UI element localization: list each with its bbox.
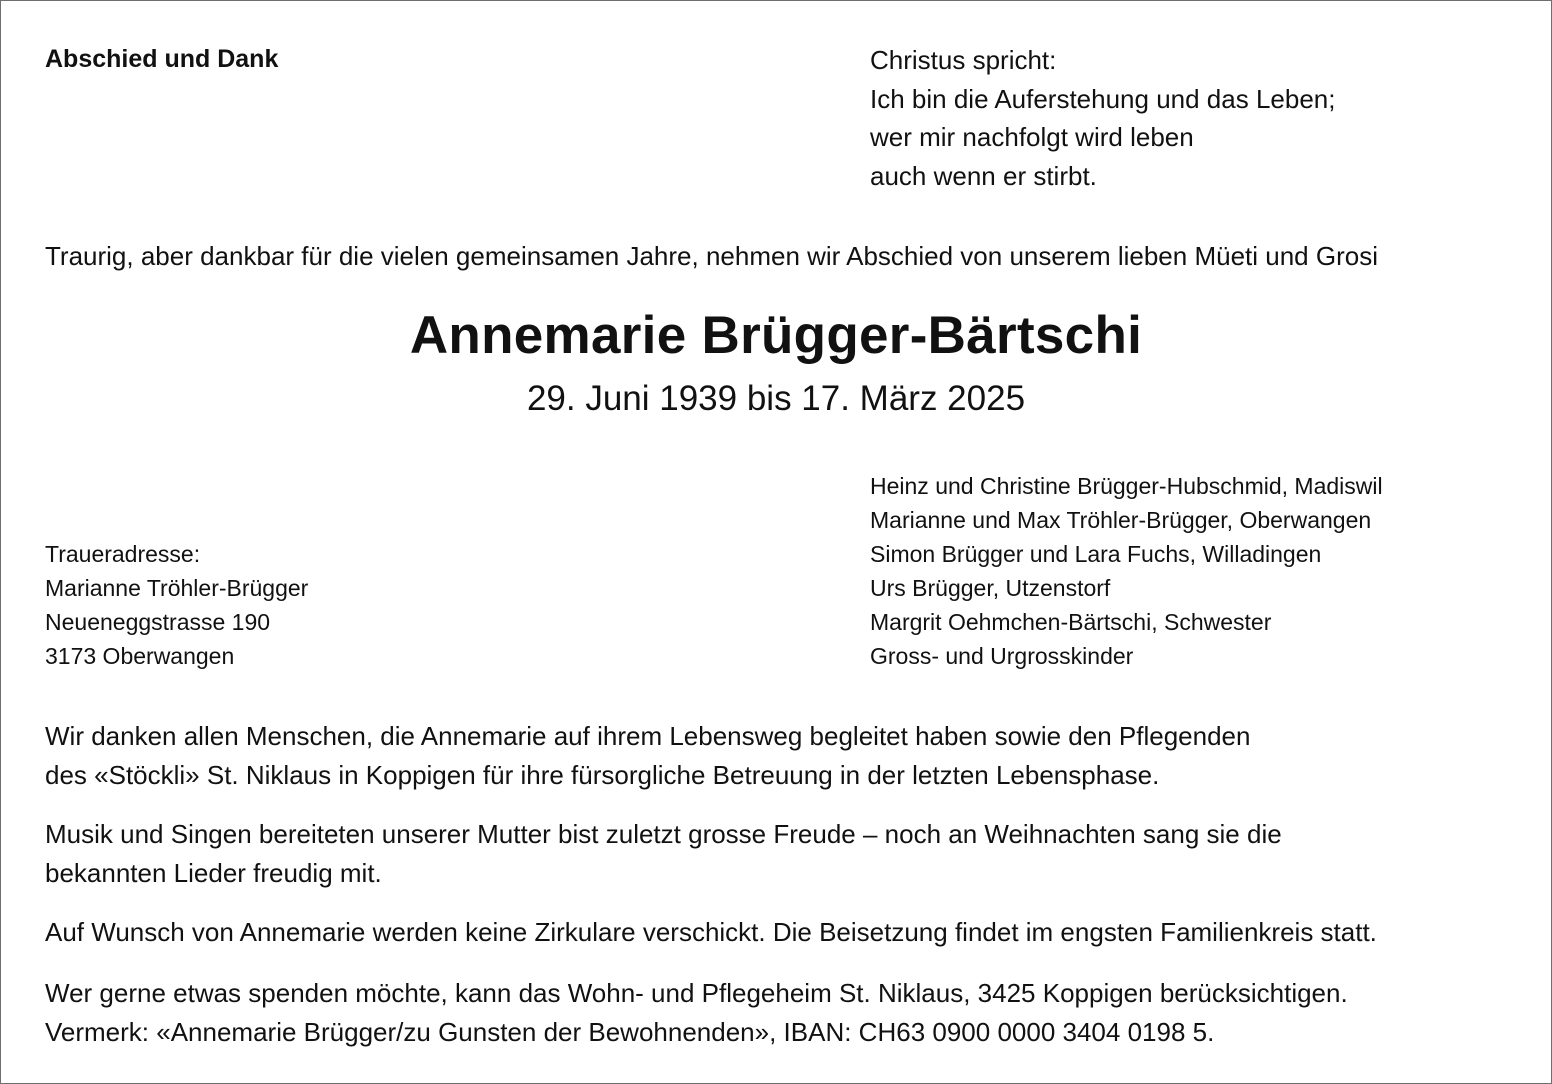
address-street: Neueneggstrasse 190 (45, 609, 271, 635)
donation-paragraph (45, 974, 1348, 1051)
verse-line: Christus spricht: (870, 45, 1057, 75)
verse-line: Ich bin die Auferstehung und das Leben; (870, 83, 1336, 114)
bible-verse (870, 41, 1335, 195)
paragraph-line: bekannten Lieder freudig mit. (45, 857, 382, 888)
family-member: Urs Brügger, Utzenstorf (870, 575, 1111, 601)
address-name: Marianne Tröhler-Brügger (45, 575, 309, 601)
verse-line: wer mir nachfolgt wird leben (870, 122, 1194, 152)
paragraph-line: Vermerk: «Annemarie Brügger/zu Gunsten der Bewohnenden», IBAN: CH63 0900 0000 3404 0198 5. (45, 1016, 1215, 1047)
life-dates: 29. Juni 1939 bis 17. März 2025 (526, 379, 1026, 418)
paragraph-line: Musik und Singen bereiteten unserer Mutter bist zuletzt grosse Freude – noch an Weihnachten sang sie die (45, 819, 1282, 849)
paragraph-line: Wer gerne etwas spenden möchte, kann das Wohn- und Pflegeheim St. Niklaus, 3425 Koppigen berücksichtigen. (45, 978, 1348, 1008)
thanks-paragraph (45, 717, 1250, 794)
deceased-name: Annemarie Brügger-Bärtschi (409, 306, 1143, 365)
notice-heading: Abschied und Dank (45, 45, 279, 73)
verse-line: auch wenn er stirbt. (870, 160, 1097, 191)
wish-paragraph (45, 913, 1377, 952)
family-member: Gross- und Urgrosskinder (870, 643, 1134, 669)
mourning-address (45, 537, 308, 673)
family-list (870, 469, 1383, 673)
music-paragraph (45, 815, 1282, 892)
family-member: Margrit Oehmchen-Bärtschi, Schwester (870, 609, 1272, 635)
address-label: Traueradresse: (45, 541, 201, 567)
paragraph-line: des «Stöckli» St. Niklaus in Koppigen für ihre fürsorgliche Betreuung in der letzten Lebensphase. (45, 759, 1160, 790)
family-member: Heinz und Christine Brügger-Hubschmid, Madiswil (870, 473, 1383, 499)
address-city: 3173 Oberwangen (45, 643, 235, 669)
paragraph-line: Wir danken allen Menschen, die Annemarie auf ihrem Lebensweg begleitet haben sowie den Pflegenden (45, 721, 1251, 751)
paragraph-line: Auf Wunsch von Annemarie werden keine Zirkulare verschickt. Die Beisetzung findet im engsten Familienkreis statt. (45, 917, 1377, 947)
intro-text: Traurig, aber dankbar für die vielen gemeinsamen Jahre, nehmen wir Abschied von unserem lieben Müeti und Grosi (45, 241, 1378, 271)
family-member: Simon Brügger und Lara Fuchs, Willadingen (870, 541, 1322, 567)
family-member: Marianne und Max Tröhler-Brügger, Oberwangen (870, 507, 1372, 533)
